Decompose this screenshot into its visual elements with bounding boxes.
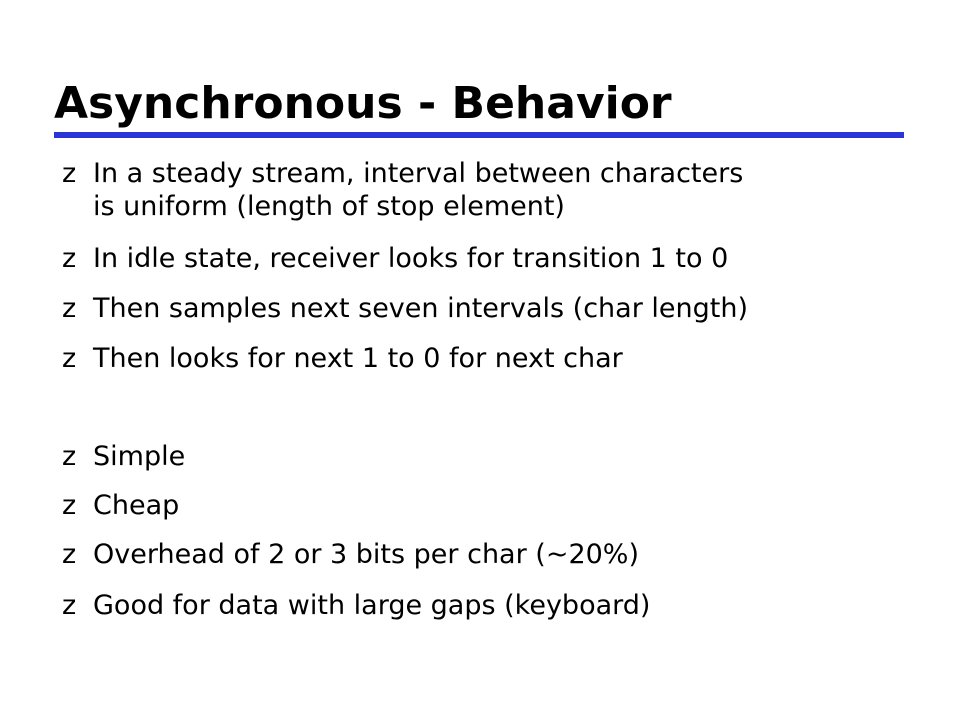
bullet-marker-icon: z [62,343,77,374]
bullet-marker-icon: z [62,293,77,324]
bullet-item [62,292,922,325]
bullet-marker-icon: z [62,590,77,621]
bullet-item [62,242,922,275]
bullet-text: Then samples next seven intervals (char length) [93,293,748,324]
bullet-item [62,342,922,375]
bullet-text: In idle state, receiver looks for transition 1 to 0 [93,243,729,274]
bullet-marker-icon: z [62,441,77,472]
bullet-marker-icon: z [62,243,77,274]
bullet-text: Cheap [93,490,180,521]
bullet-text: In a steady stream, interval between characters [93,158,744,189]
slide-title: Asynchronous - Behavior [54,78,672,129]
bullet-text: Overhead of 2 or 3 bits per char (~20%) [93,539,639,570]
bullet-item [62,589,922,622]
bullet-marker-icon: z [62,490,77,521]
bullet-marker-icon: z [62,158,77,189]
bullet-item [62,489,922,522]
bullet-item [62,157,922,223]
bullet-text: Simple [93,441,186,472]
bullet-item [62,440,922,473]
bullet-text-continuation: is uniform (length of stop element) [93,191,565,222]
bullet-text: Good for data with large gaps (keyboard) [93,590,651,621]
title-underline [54,132,904,138]
bullet-text: Then looks for next 1 to 0 for next char [93,343,623,374]
bullet-item [62,538,922,571]
bullet-marker-icon: z [62,539,77,570]
